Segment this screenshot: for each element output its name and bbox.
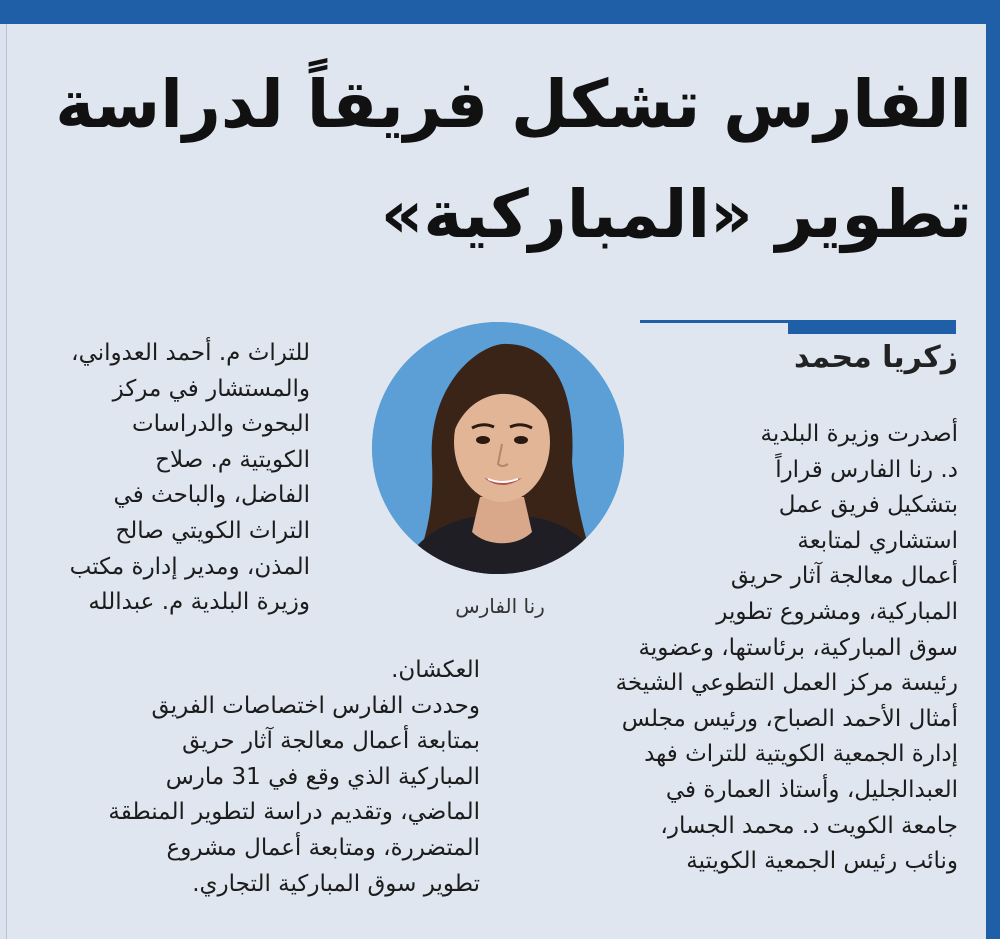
body-line: د. رنا الفارس قراراً <box>775 456 958 483</box>
body-line: سوق المباركية، برئاستها، وعضوية <box>638 634 958 661</box>
body-column-right <box>498 417 958 880</box>
body-line: البحوث والدراسات <box>131 411 310 438</box>
body-line: إدارة الجمعية الكويتية للتراث فهد <box>644 741 958 768</box>
right-accent-bar <box>986 0 1000 939</box>
headline-line-1: الفارس تشكل فريقاً لدراسة <box>55 66 972 143</box>
body-line: المتضررة، ومتابعة أعمال مشروع <box>166 834 480 861</box>
body-line: وزيرة البلدية م. عبدالله <box>88 589 310 616</box>
body-line: بمتابعة أعمال معالجة آثار حريق <box>182 728 480 755</box>
body-column-left-top <box>30 336 310 621</box>
body-line: الماضي، وتقديم دراسة لتطوير المنطقة <box>108 799 480 826</box>
body-line: ونائب رئيس الجمعية الكويتية <box>686 848 958 875</box>
body-line: تطوير سوق المباركية التجاري. <box>192 870 480 897</box>
body-line: الفاضل، والباحث في <box>113 482 310 509</box>
body-line: المباركية الذي وقع في 31 مارس <box>165 763 480 790</box>
body-line: أصدرت وزيرة البلدية <box>760 421 958 447</box>
body-line: أمثال الأحمد الصباح، ورئيس مجلس <box>621 705 958 732</box>
body-line: استشاري لمتابعة <box>797 527 958 554</box>
body-line: العبدالجليل، وأستاذ العمارة في <box>665 776 958 803</box>
headline <box>55 50 972 270</box>
body-line: الكويتية م. صلاح <box>155 446 310 473</box>
body-line: المباركية، ومشروع تطوير <box>716 598 958 625</box>
body-line: والمستشار في مركز <box>112 375 310 402</box>
body-line: رئيسة مركز العمل التطوعي الشيخة <box>615 670 958 697</box>
body-line: بتشكيل فريق عمل <box>778 492 958 519</box>
body-line: وحددت الفارس اختصاصات الفريق <box>151 692 480 719</box>
body-column-left-bottom <box>20 653 480 902</box>
body-line: للتراث م. أحمد العدواني، <box>71 340 310 366</box>
body-line: التراث الكويتي صالح <box>115 517 310 544</box>
byline-rule-accent <box>788 320 956 334</box>
body-line: المذن، ومدير إدارة مكتب <box>69 553 310 580</box>
author-byline: زكريا محمد <box>794 340 958 375</box>
headline-line-2: تطوير «المباركية» <box>380 176 972 253</box>
body-line: جامعة الكويت د. محمد الجسار، <box>660 812 958 839</box>
body-line: العكشان. <box>391 657 480 683</box>
top-accent-bar <box>0 0 1000 24</box>
photo-caption: رنا الفارس <box>455 594 545 618</box>
body-line: أعمال معالجة آثار حريق <box>730 563 958 590</box>
